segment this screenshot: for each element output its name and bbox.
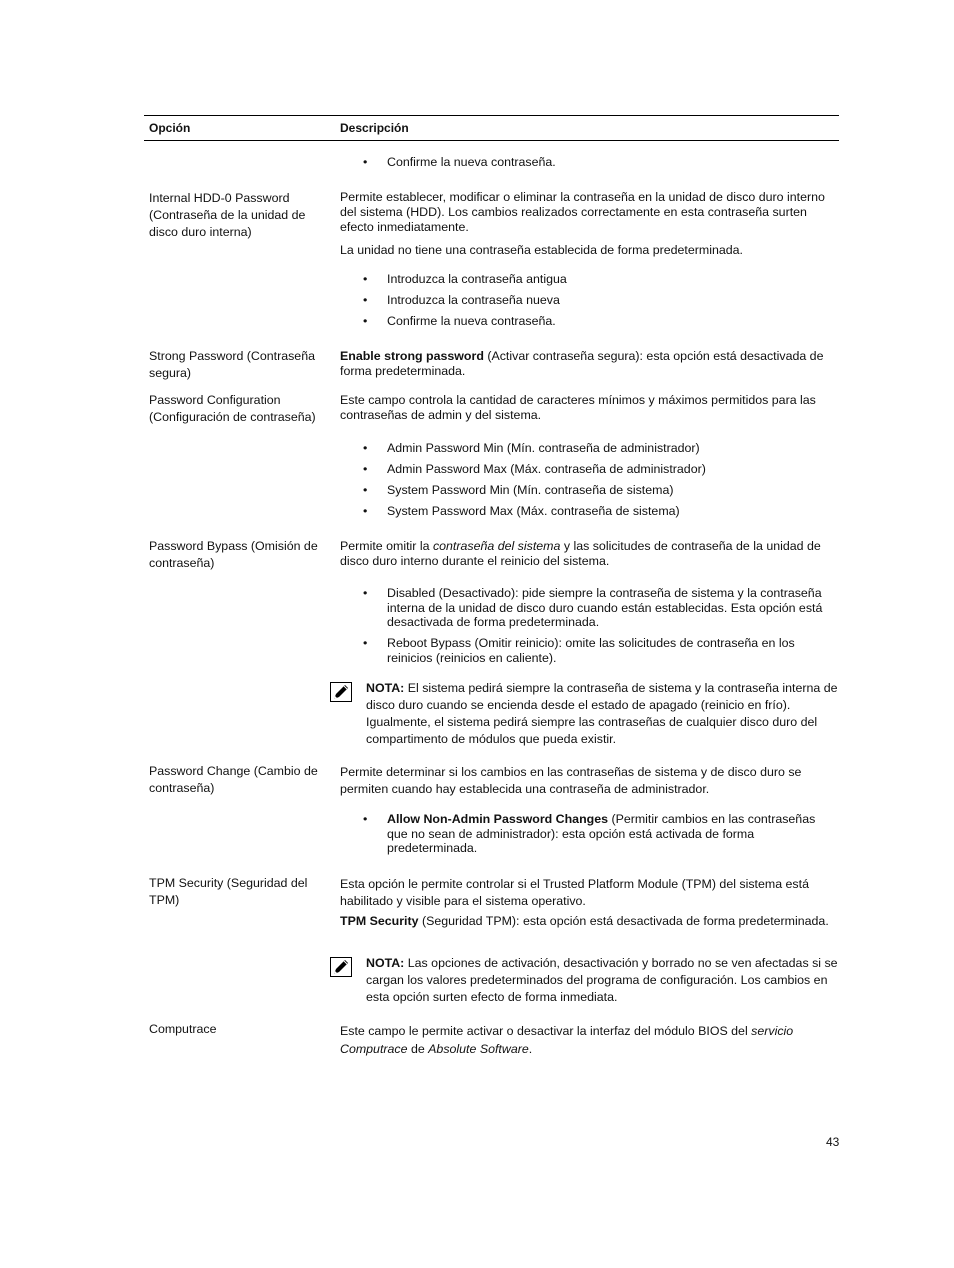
setting-name: Enable strong password [340, 349, 484, 363]
desc-tpm-default [340, 914, 838, 929]
option-computrace: Computrace [149, 1022, 217, 1036]
note-tpm [366, 955, 840, 1006]
column-header-option: Opción [149, 121, 191, 135]
note-label: NOTA: [366, 681, 405, 695]
bullet-admin-password-min: • Admin Password Min (Mín. contraseña de administrador) [387, 441, 837, 456]
note-password-bypass [366, 680, 840, 748]
pencil-note-icon [330, 682, 352, 702]
emphasis: contraseña del sistema [432, 539, 561, 553]
bullet-allow-non-admin [387, 812, 837, 856]
emphasis: Absolute Software [428, 1042, 529, 1056]
desc-internal-hdd-default: La unidad no tiene una contraseña establecida de forma predeterminada. [340, 243, 743, 257]
bullet-disabled: • Disabled (Desactivado): pide siempre la contraseña de sistema y la contraseña interna de la unidad de disco duro cuando están establecidas. Esta opción está desactivada de forma predeterminada. [387, 586, 837, 630]
bullet-system-password-max: • System Password Max (Máx. contraseña de sistema) [387, 504, 837, 519]
table-top-rule [144, 115, 839, 116]
setting-name: Allow Non-Admin Password Changes [387, 812, 608, 826]
option-internal-hdd-password: Internal HDD-0 Password (Contraseña de la unidad de disco duro interna) [149, 191, 306, 239]
bullet-confirm-password: • Confirme la nueva contraseña. [387, 314, 837, 329]
desc-password-configuration: Este campo controla la cantidad de caracteres mínimos y máximos permitidos para las contraseñas de admin y del sistema. [340, 393, 816, 422]
text-run: . [528, 1042, 533, 1056]
setting-description: (Activar contraseña segura): esta opción está desactivada de forma predeterminada. [340, 349, 824, 378]
emphasis: servicio Computrace [340, 1024, 794, 1056]
option-password-bypass: Password Bypass (Omisión de contraseña) [149, 539, 318, 570]
column-header-description: Descripción [340, 121, 409, 135]
desc-internal-hdd-password: Permite establecer, modificar o eliminar la contraseña en la unidad de disco duro interno del sistema (HDD). Los cambios realizados correctamente en esta contraseña surten efecto inmediatamente. [340, 190, 825, 234]
bullet-reboot-bypass: • Reboot Bypass (Omitir reinicio): omite las solicitudes de contraseña en los reinicios (reinicios en caliente). [387, 636, 837, 665]
desc-password-change: Permite determinar si los cambios en las contraseñas de sistema y de disco duro se permiten cuando hay establecida una contraseña de administrador. [340, 765, 802, 796]
bullet-admin-password-max: • Admin Password Max (Máx. contraseña de administrador) [387, 462, 837, 477]
option-password-change: Password Change (Cambio de contraseña) [149, 764, 318, 795]
text-run: Permite omitir la [340, 539, 433, 553]
setting-description: (Seguridad TPM): esta opción está desactivada de forma predeterminada. [418, 914, 829, 928]
pencil-note-icon [330, 957, 352, 977]
bullet-confirm-new-password: • Confirme la nueva contraseña. [387, 155, 837, 170]
note-text: El sistema pedirá siempre la contraseña de sistema y la contraseña interna de disco duro cuando se encienda desde el estado de apagado (reinicio en frío). Igualmente, el sistema pedirá siempre las contraseñas de cualquier disco duro del compartimento de módulos que pueda existir. [366, 681, 838, 746]
setting-name: TPM Security [340, 914, 419, 928]
bullet-old-password: • Introduzca la contraseña antigua [387, 272, 837, 287]
desc-computrace [340, 1022, 838, 1058]
option-password-configuration: Password Configuration (Configuración de contraseña) [149, 393, 316, 424]
option-strong-password: Strong Password (Contraseña segura) [149, 349, 315, 380]
desc-tpm-security: Esta opción le permite controlar si el Trusted Platform Module (TPM) del sistema está habilitado y visible para el sistema operativo. [340, 877, 809, 908]
setting-description: (Permitir cambios en las contraseñas que no sean de administrador): esta opción está activada de forma predeterminada. [387, 812, 816, 855]
note-text: Las opciones de activación, desactivación y borrado no se ven afectadas si se cargan los valores predeterminados del programa de configuración. Los cambios en esta opción surten efecto de forma inmediata. [366, 956, 838, 1004]
table-header-rule [144, 140, 839, 141]
text-run: Este campo le permite activar o desactivar la interfaz del módulo BIOS del [340, 1024, 752, 1038]
desc-strong-password [340, 349, 838, 379]
note-label: NOTA: [366, 956, 405, 970]
page-number: 43 [826, 1135, 840, 1149]
desc-password-bypass [340, 539, 838, 569]
option-tpm-security: TPM Security (Seguridad del TPM) [149, 876, 308, 907]
bullet-system-password-min: • System Password Min (Mín. contraseña de sistema) [387, 483, 837, 498]
text-run: y las solicitudes de contraseña de la unidad de disco duro interno durante el reinicio del sistema. [340, 539, 821, 568]
text-run: de [407, 1042, 429, 1056]
bullet-new-password: • Introduzca la contraseña nueva [387, 293, 837, 308]
